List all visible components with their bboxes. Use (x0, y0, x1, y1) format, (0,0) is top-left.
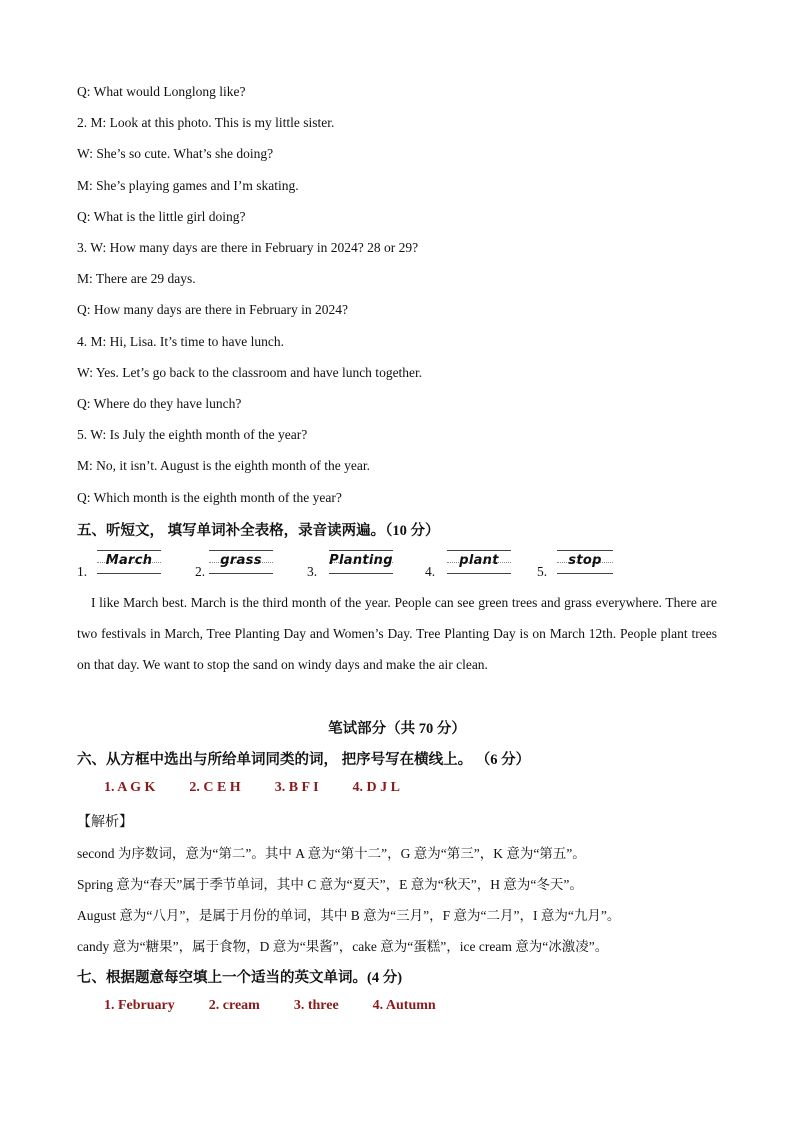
handwritten-answer: Planting (329, 550, 393, 574)
transcript-line: W: Yes. Let’s go back to the classroom and have lunch together. (77, 365, 423, 380)
transcript-line: W: She’s so cute. What’s she doing? (77, 146, 274, 161)
section-5-passage: I like March best. March is the third month of the year. People can see green trees and grass everywhere. There are two festivals in March, Tree Planting Day and Women’s Day. Tree Planting Day is on March 12th. People plant trees on that day. We want to stop the sand on windy days and make the air clean. (77, 595, 717, 672)
answer-item: 2. cream (208, 998, 260, 1013)
section-5-heading: 五、听短文， 填写单词补全表格，录音读两遍。（10 分） (77, 523, 440, 539)
section-7-heading: 七、根据题意每空填上一个适当的英文单词。(4 分) (77, 970, 403, 986)
analysis-line: second 为序数词，意为“第二”。其中 A 意为“第十二”，G 意为“第三”，K 意为“第五”。 (77, 846, 586, 861)
transcript-line: Q: What would Longlong like? (77, 84, 246, 99)
analysis-line: August 意为“八月”，是属于月份的单词，其中 B 意为“三月”，F 意为“二月”，I 意为“九月”。 (77, 908, 621, 923)
blank-number: 2. (195, 564, 206, 579)
section-6-answers (104, 780, 434, 796)
handwritten-answer: stop (557, 550, 613, 574)
blank-number: 3. (307, 564, 318, 579)
answer-item: 3. three (293, 998, 339, 1013)
transcript-line: 2. M: Look at this photo. This is my little sister. (77, 115, 335, 130)
answer-item: 4. D J L (352, 780, 400, 795)
handwritten-answer: grass (209, 550, 273, 574)
section-7-answers (104, 998, 470, 1014)
transcript-line: M: No, it isn’t. August is the eighth month of the year. (77, 458, 370, 473)
transcript-line: Q: Which month is the eighth month of the year? (77, 490, 342, 505)
transcript-line: 4. M: Hi, Lisa. It’s time to have lunch. (77, 334, 284, 349)
blank-number: 4. (425, 564, 436, 579)
handwritten-answer: March (97, 550, 161, 574)
transcript-line: M: She’s playing games and I’m skating. (77, 178, 299, 193)
fill-in-blanks-row (77, 548, 717, 584)
answer-item: 2. C E H (189, 780, 241, 795)
answer-item: 1. A G K (104, 780, 156, 795)
answer-item: 3. B F I (274, 780, 319, 795)
blank-number: 5. (537, 564, 548, 579)
analysis-line: candy 意为“糖果”，属于食物，D 意为“果酱”，cake 意为“蛋糕”，ice cream 意为“冰激凌”。 (77, 939, 609, 954)
analysis-line: Spring 意为“春天”属于季节单词，其中 C 意为“夏天”，E 意为“秋天”，H 意为“冬天”。 (77, 877, 583, 892)
written-part-title: 笔试部分（共 70 分） (328, 721, 466, 737)
blank-number: 1. (77, 564, 88, 579)
answer-item: 1. February (104, 998, 175, 1013)
analysis-label: 【解析】 (77, 815, 133, 830)
handwritten-answer: plant (447, 550, 511, 574)
answer-item: 4. Autumn (372, 998, 436, 1013)
transcript-line: Q: Where do they have lunch? (77, 396, 242, 411)
transcript-line: M: There are 29 days. (77, 271, 196, 286)
transcript-line: 5. W: Is July the eighth month of the year? (77, 427, 308, 442)
transcript-line: 3. W: How many days are there in February in 2024? 28 or 29? (77, 240, 419, 255)
section-6-heading: 六、从方框中选出与所给单词同类的词， 把序号写在横线上。 （6 分） (77, 752, 531, 768)
transcript-line: Q: How many days are there in February in 2024? (77, 302, 349, 317)
transcript-line: Q: What is the little girl doing? (77, 209, 246, 224)
